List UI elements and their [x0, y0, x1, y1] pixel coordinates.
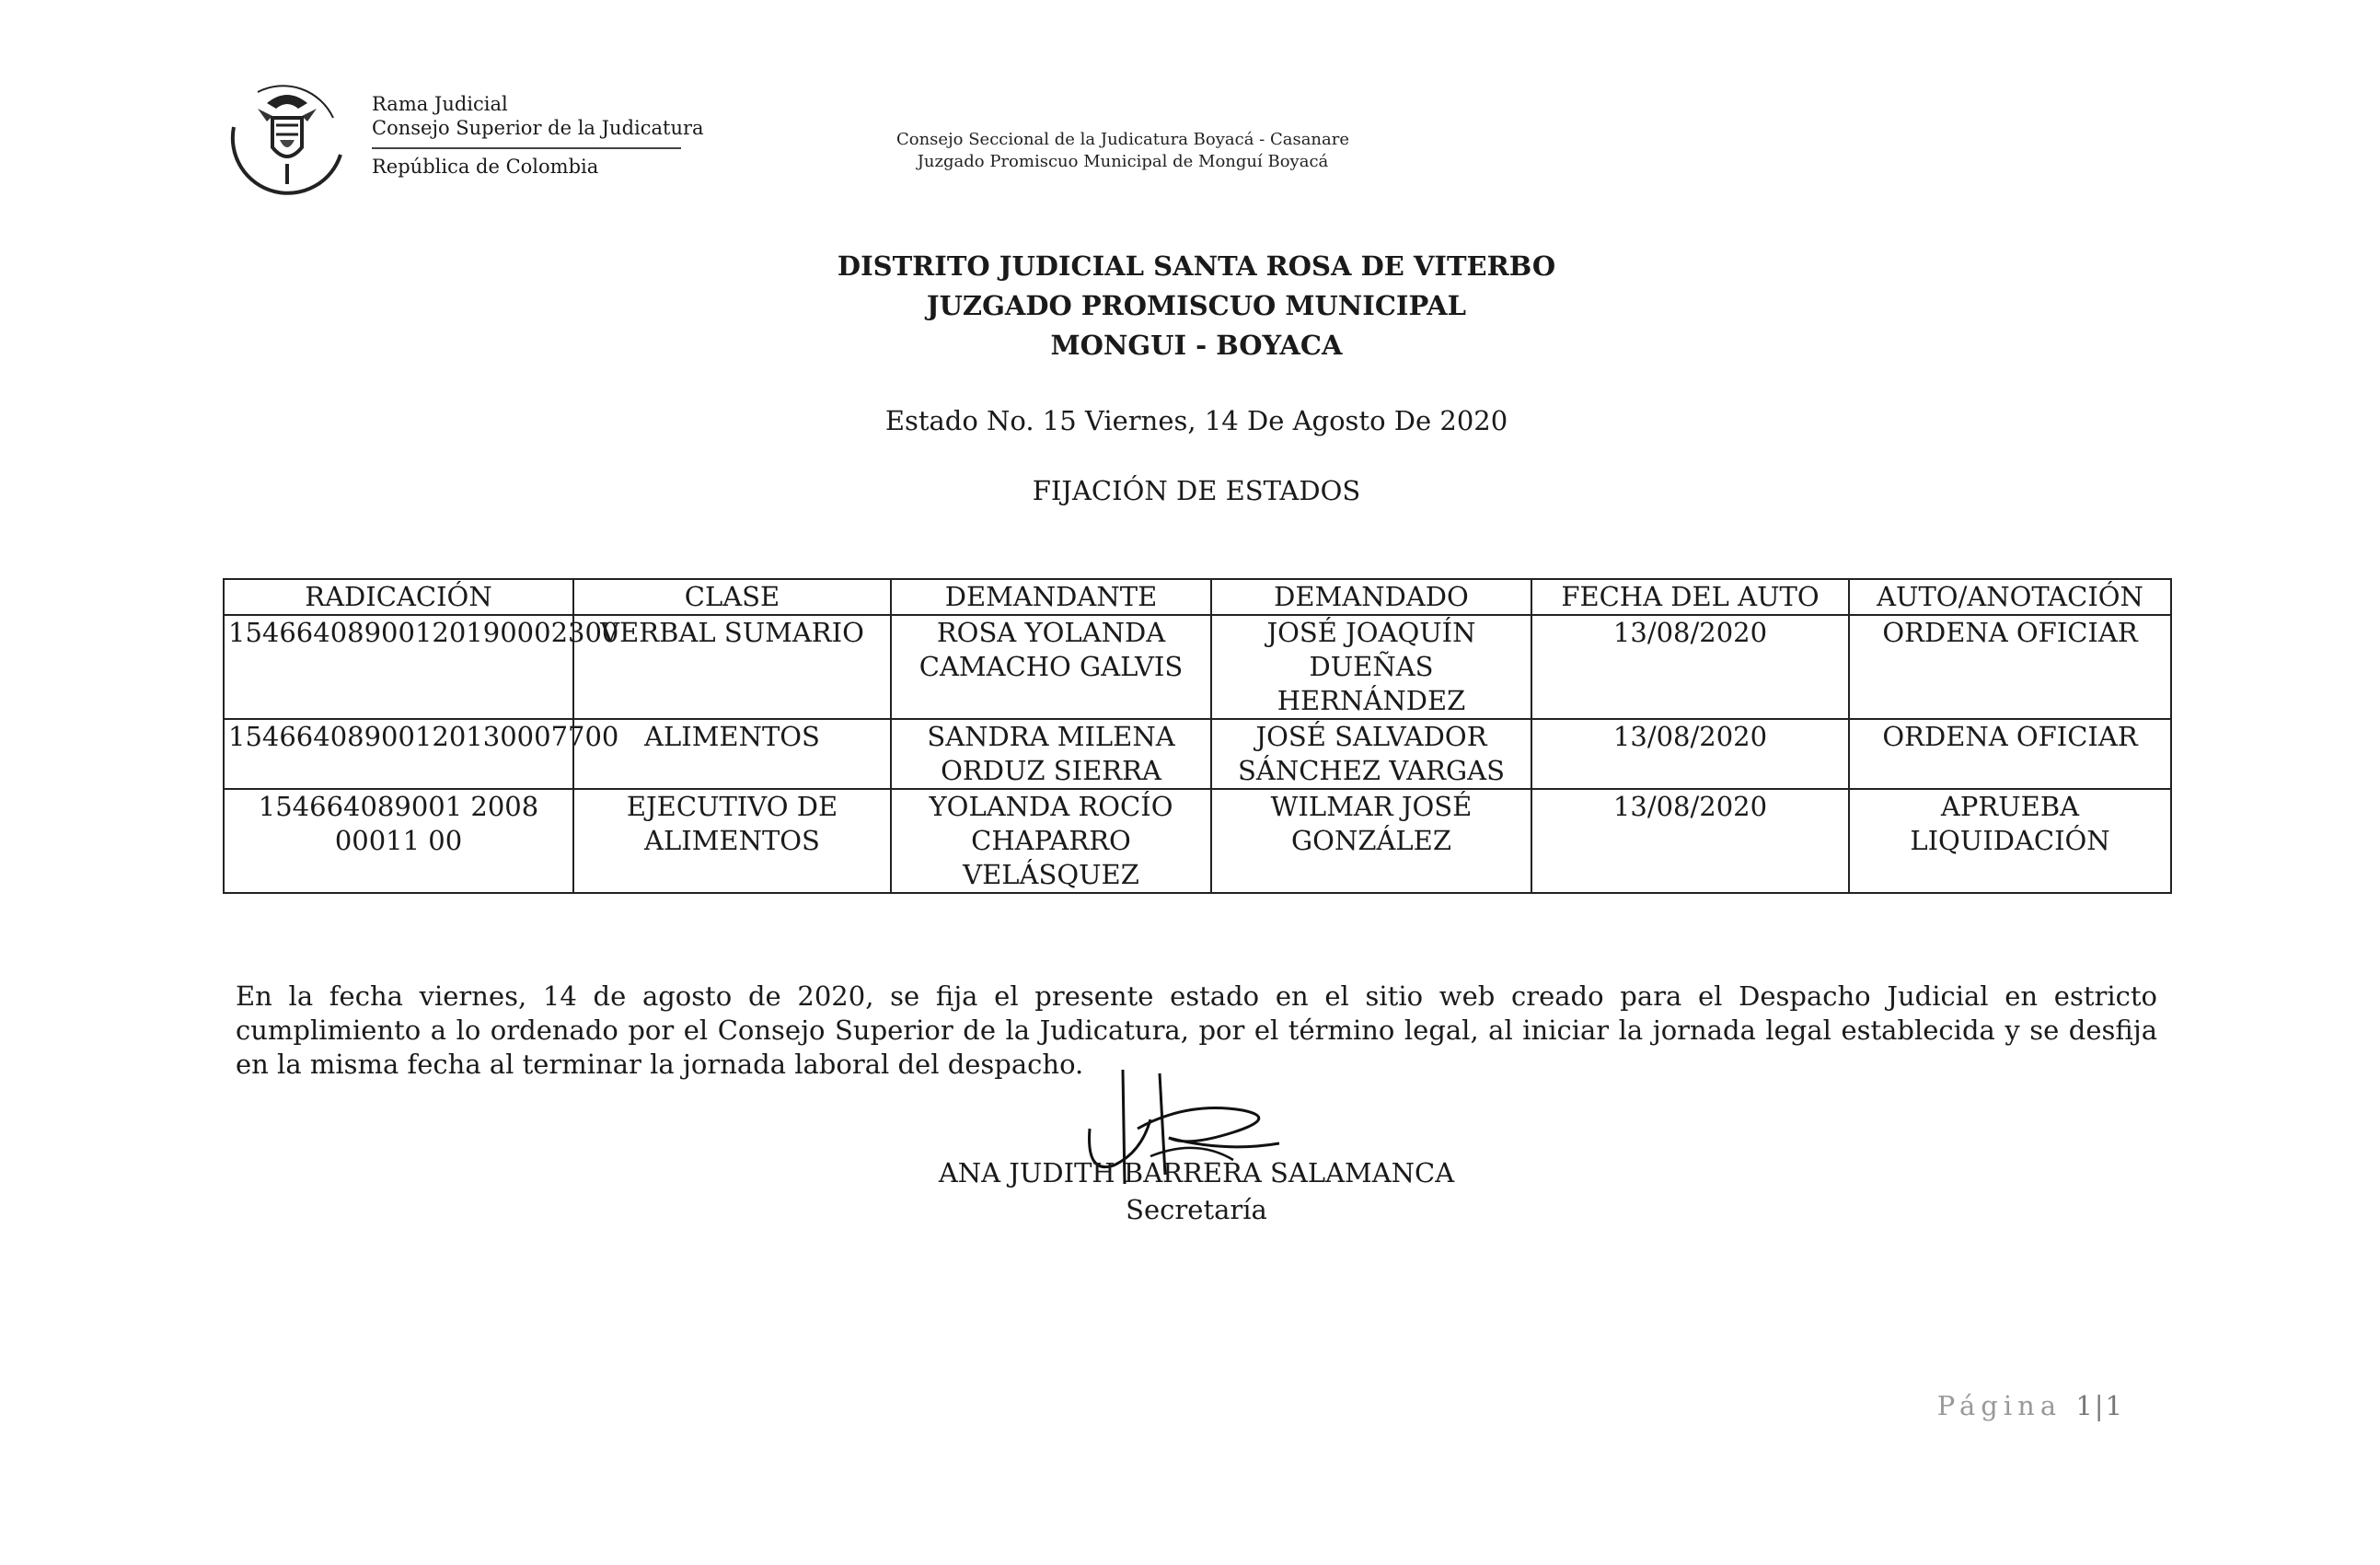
cell-clase: EJECUTIVO DE ALIMENTOS — [573, 789, 891, 893]
table-row — [224, 789, 2171, 893]
title-line-1: DISTRITO JUDICIAL SANTA ROSA DE VITERBO — [837, 250, 1556, 282]
page-count: 1|1 — [2075, 1390, 2124, 1421]
cell-radicacion: 15466408900120190002300 — [224, 615, 573, 719]
cell-fecha-auto: 13/08/2020 — [1531, 789, 1849, 893]
estado-line: Estado No. 15 Viernes, 14 De Agosto De 2020 — [884, 405, 1508, 436]
estados-table — [223, 578, 2172, 894]
table-row — [224, 615, 2171, 719]
table-header-row — [224, 579, 2171, 615]
cell-auto-anotacion: ORDENA OFICIAR — [1849, 719, 2171, 789]
cell-clase: ALIMENTOS — [573, 719, 891, 789]
coat-of-arms-logo — [221, 81, 353, 203]
cell-auto-anotacion: APRUEBA LIQUIDACIÓN — [1849, 789, 2171, 893]
cell-radicacion: 154664089001 2008 00011 00 — [224, 789, 573, 893]
cell-auto-anotacion: ORDENA OFICIAR — [1849, 615, 2171, 719]
cell-demandado: JOSÉ SALVADOR SÁNCHEZ VARGAS — [1211, 719, 1531, 789]
consejo-superior-text: Consejo Superior de la Judicatura — [372, 117, 704, 139]
title-line-3: MONGUI - BOYACA — [1050, 330, 1343, 361]
page-label: Página — [1936, 1390, 2062, 1421]
header-fecha-auto: FECHA DEL AUTO — [1531, 579, 1849, 615]
consejo-seccional-block — [782, 129, 1463, 173]
rama-judicial-block — [372, 92, 704, 179]
cell-fecha-auto: 13/08/2020 — [1531, 615, 1849, 719]
cell-demandante: YOLANDA ROCÍO CHAPARRO VELÁSQUEZ — [891, 789, 1211, 893]
cell-demandante: ROSA YOLANDA CAMACHO GALVIS — [891, 615, 1211, 719]
cell-demandante: SANDRA MILENA ORDUZ SIERRA — [891, 719, 1211, 789]
juzgado-text: Juzgado Promiscuo Municipal de Monguí Boyacá — [917, 152, 1329, 171]
cell-radicacion: 15466408900120130007700 — [224, 719, 573, 789]
cell-demandado: WILMAR JOSÉ GONZÁLEZ — [1211, 789, 1531, 893]
fijacion-paragraph: En la fecha viernes, 14 de agosto de 2020, se fija el presente estado en el sitio web creado para el Despacho Judicial en estricto cumplimiento a lo ordenado por el Consejo Superior de la Judicatura, por el término legal, al iniciar la jornada legal establecida y se desfija en la misma fecha al terminar la jornada laboral del despacho. — [236, 980, 2157, 1080]
header-divider — [372, 147, 681, 149]
signer-role: Secretaría — [1126, 1194, 1267, 1225]
header-clase: CLASE — [573, 579, 891, 615]
consejo-seccional-text: Consejo Seccional de la Judicatura Boyacá - Casanare — [895, 130, 1350, 149]
republica-text: República de Colombia — [372, 156, 599, 178]
signer-block — [828, 1154, 1565, 1228]
signer-name: ANA JUDITH BARRERA SALAMANCA — [938, 1157, 1455, 1188]
rama-judicial-text: Rama Judicial — [372, 93, 508, 115]
cell-clase: VERBAL SUMARIO — [573, 615, 891, 719]
page-number — [1933, 1390, 2124, 1421]
header-demandado: DEMANDADO — [1211, 579, 1531, 615]
document-titles — [552, 247, 1841, 365]
cell-demandado: JOSÉ JOAQUÍN DUEÑAS HERNÁNDEZ — [1211, 615, 1531, 719]
table-row — [224, 719, 2171, 789]
header-radicacion: RADICACIÓN — [224, 579, 573, 615]
header-demandante: DEMANDANTE — [891, 579, 1211, 615]
cell-fecha-auto: 13/08/2020 — [1531, 719, 1849, 789]
header-auto-anotacion: AUTO/ANOTACIÓN — [1849, 579, 2171, 615]
title-line-2: JUZGADO PROMISCUO MUNICIPAL — [926, 290, 1467, 321]
fijacion-heading: FIJACIÓN DE ESTADOS — [1032, 475, 1361, 506]
